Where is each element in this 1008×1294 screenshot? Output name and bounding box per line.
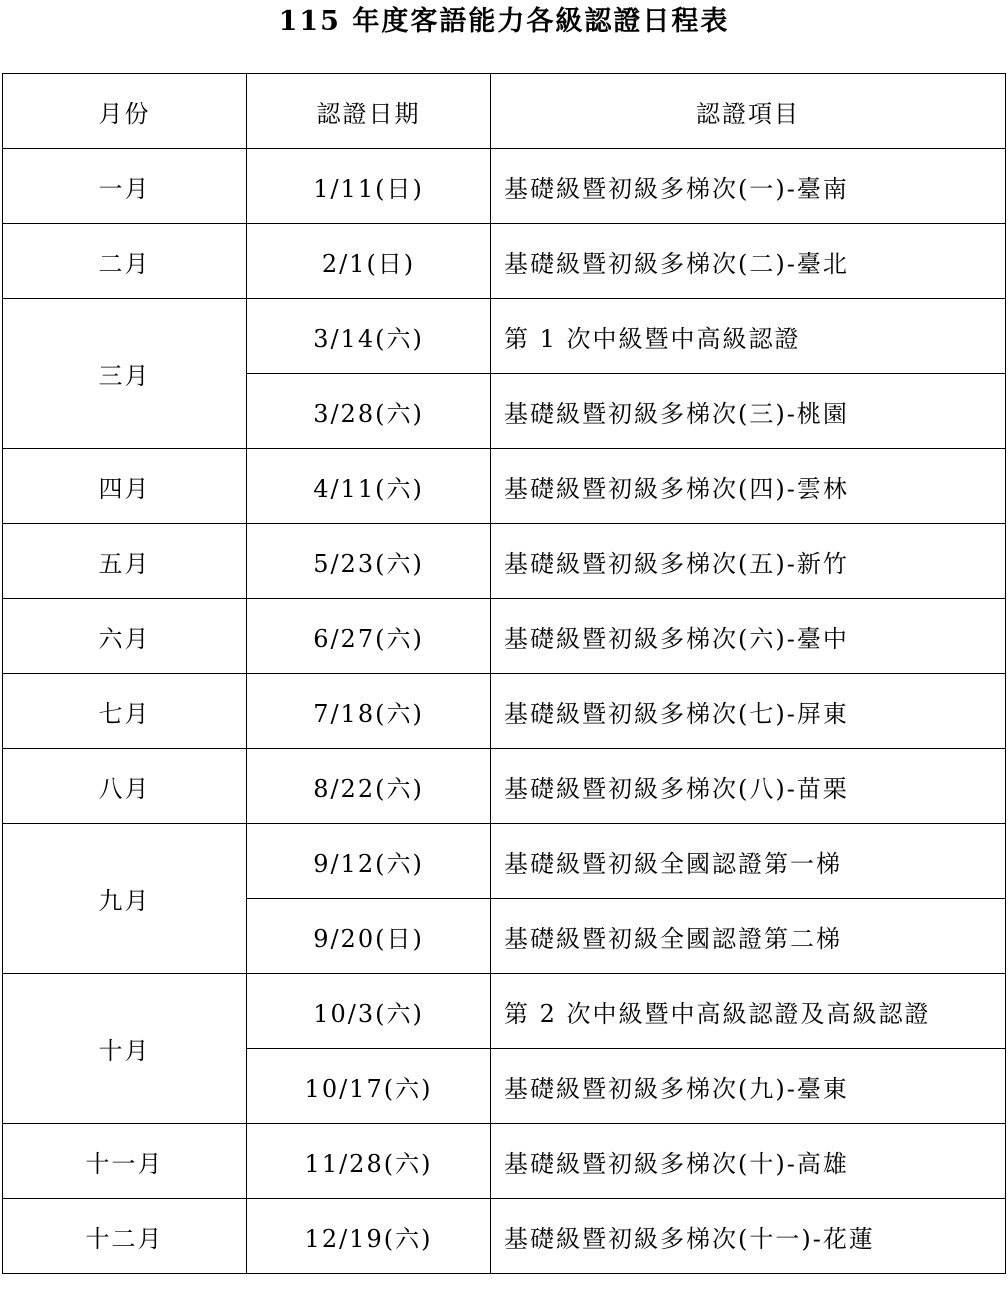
table-row: [3, 299, 1006, 374]
month-cell: 一月: [3, 149, 247, 224]
date-cell: 10/17(六): [247, 1049, 491, 1124]
date-cell: 7/18(六): [247, 674, 491, 749]
table-row: [3, 749, 1006, 824]
header-row: [3, 74, 1006, 149]
header-item: 認證項目: [491, 74, 1006, 149]
date-cell: 3/28(六): [247, 374, 491, 449]
date-cell: 5/23(六): [247, 524, 491, 599]
table-row: [3, 824, 1006, 899]
header-date: 認證日期: [247, 74, 491, 149]
date-cell: 8/22(六): [247, 749, 491, 824]
date-cell: 6/27(六): [247, 599, 491, 674]
item-cell: 基礎級暨初級多梯次(七)-屏東: [491, 674, 1006, 749]
date-cell: 9/20(日): [247, 899, 491, 974]
table-row: [3, 524, 1006, 599]
item-cell: 基礎級暨初級多梯次(十)-高雄: [491, 1124, 1006, 1199]
item-cell: 基礎級暨初級多梯次(二)-臺北: [491, 224, 1006, 299]
item-cell: 基礎級暨初級多梯次(四)-雲林: [491, 449, 1006, 524]
item-cell: 基礎級暨初級多梯次(三)-桃園: [491, 374, 1006, 449]
table-row: [3, 149, 1006, 224]
table-body: [3, 149, 1006, 1274]
table-header: [3, 74, 1006, 149]
month-cell: 十二月: [3, 1199, 247, 1274]
table-row: [3, 224, 1006, 299]
date-cell: 12/19(六): [247, 1199, 491, 1274]
date-cell: 9/12(六): [247, 824, 491, 899]
month-cell: 十一月: [3, 1124, 247, 1199]
date-cell: 1/11(日): [247, 149, 491, 224]
month-cell: 四月: [3, 449, 247, 524]
table-row: [3, 674, 1006, 749]
month-cell: 八月: [3, 749, 247, 824]
item-cell: 基礎級暨初級多梯次(八)-苗栗: [491, 749, 1006, 824]
month-cell: 二月: [3, 224, 247, 299]
page-title: 115 年度客語能力各級認證日程表: [278, 6, 730, 37]
date-cell: 11/28(六): [247, 1124, 491, 1199]
schedule-table: [2, 73, 1006, 1274]
month-cell: 九月: [3, 824, 247, 974]
table-row: [3, 974, 1006, 1049]
table-row: [3, 599, 1006, 674]
date-cell: 3/14(六): [247, 299, 491, 374]
item-cell: 第 1 次中級暨中高級認證: [491, 299, 1006, 374]
month-cell: 七月: [3, 674, 247, 749]
item-cell: 基礎級暨初級全國認證第二梯: [491, 899, 1006, 974]
month-cell: 十月: [3, 974, 247, 1124]
date-cell: 2/1(日): [247, 224, 491, 299]
month-cell: 六月: [3, 599, 247, 674]
item-cell: 基礎級暨初級多梯次(十一)-花蓮: [491, 1199, 1006, 1274]
item-cell: 基礎級暨初級全國認證第一梯: [491, 824, 1006, 899]
item-cell: 基礎級暨初級多梯次(一)-臺南: [491, 149, 1006, 224]
date-cell: 10/3(六): [247, 974, 491, 1049]
month-cell: 三月: [3, 299, 247, 449]
item-cell: 基礎級暨初級多梯次(九)-臺東: [491, 1049, 1006, 1124]
date-cell: 4/11(六): [247, 449, 491, 524]
item-cell: 第 2 次中級暨中高級認證及高級認證: [491, 974, 1006, 1049]
item-cell: 基礎級暨初級多梯次(六)-臺中: [491, 599, 1006, 674]
item-cell: 基礎級暨初級多梯次(五)-新竹: [491, 524, 1006, 599]
table-row: [3, 449, 1006, 524]
table-row: [3, 1124, 1006, 1199]
month-cell: 五月: [3, 524, 247, 599]
table-row: [3, 1199, 1006, 1274]
header-month: 月份: [3, 74, 247, 149]
